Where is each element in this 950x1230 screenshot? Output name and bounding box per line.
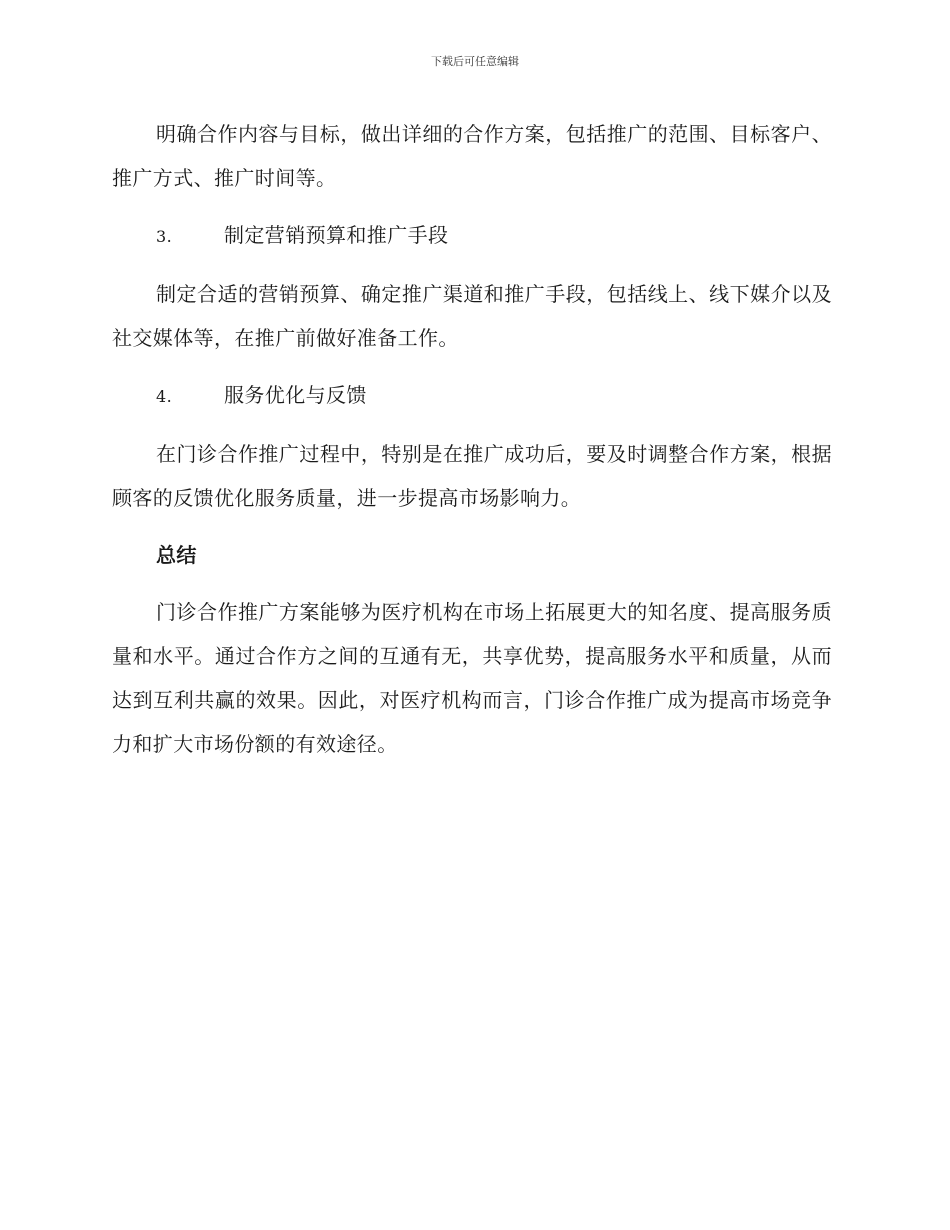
- list-number: 3.: [156, 227, 173, 246]
- paragraph-service-feedback: 在门诊合作推广过程中，特别是在推广成功后，要及时调整合作方案，根据顾客的反馈优化服务质量，进一步提高市场影响力。: [112, 442, 832, 510]
- paragraph-marketing-budget: 制定合适的营销预算、确定推广渠道和推广手段，包括线上、线下媒介以及社交媒体等，在推广前做好准备工作。: [112, 282, 832, 350]
- list-heading-4: [112, 373, 832, 419]
- list-heading-3: [112, 213, 832, 259]
- paragraph-summary: 门诊合作推广方案能够为医疗机构在市场上拓展更大的知名度、提高服务质量和水平。通过合作方之间的互通有无，共享优势，提高服务水平和质量，从而达到互利共赢的效果。因此，对医疗机构而言，门诊合作推广成为提高市场竞争力和扩大市场份额的有效途径。: [112, 600, 832, 756]
- paragraph-cooperation-plan: 明确合作内容与目标，做出详细的合作方案，包括推广的范围、目标客户、推广方式、推广时间等。: [112, 122, 832, 190]
- list-heading-text: 制定营销预算和推广手段: [224, 223, 449, 247]
- document-body: [112, 112, 832, 779]
- section-title-summary: 总结: [156, 543, 197, 567]
- page-header: 下载后可任意编辑: [431, 55, 519, 68]
- list-number: 4.: [156, 387, 173, 406]
- list-heading-text: 服务优化与反馈: [224, 383, 367, 407]
